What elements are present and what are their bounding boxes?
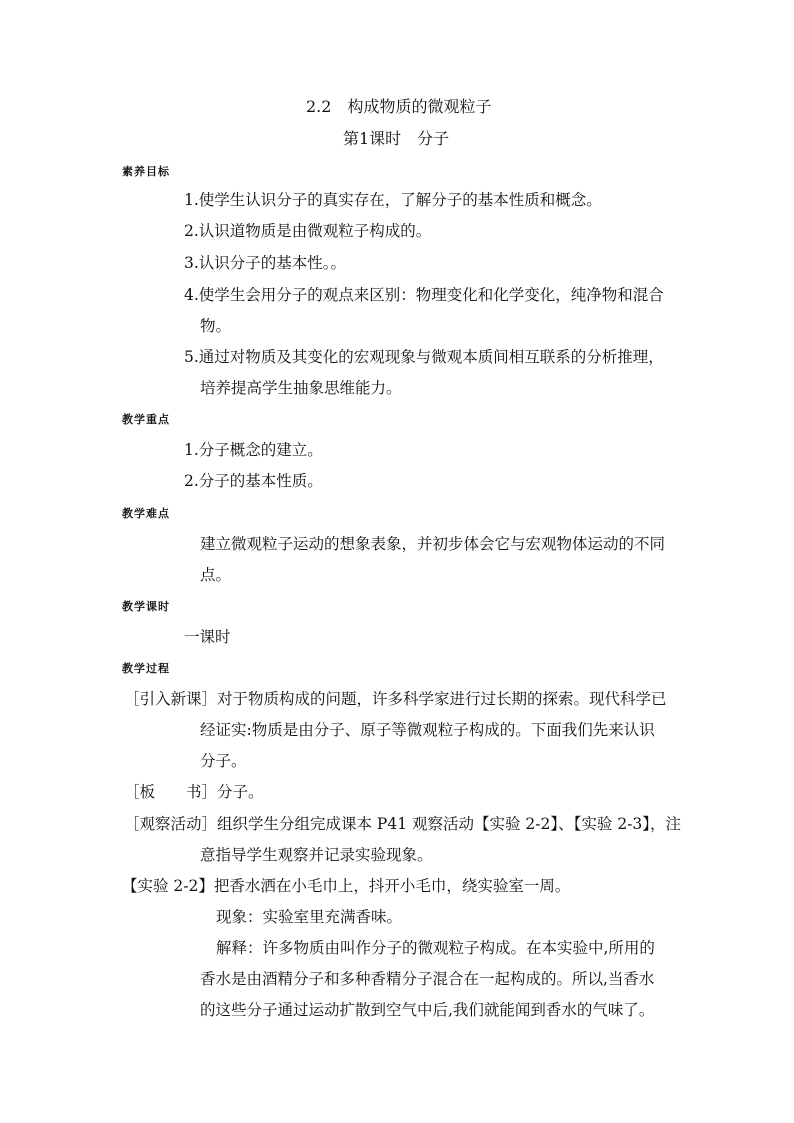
process-line: ［观察活动］组织学生分组完成课本 P41 观察活动【实验 2-2】、【实验 2-3】，注	[124, 815, 682, 833]
goal-item: 5.通过对物质及其变化的宏观现象与微观本质间相互联系的分析推理，	[184, 348, 664, 366]
goal-item: 3.认识分子的基本性。。	[184, 254, 347, 272]
goal-item-continuation: 物。	[200, 317, 232, 335]
difficulty-item: 建立微观粒子运动的想象表象，并初步体会它与宏观物体运动的不同	[200, 535, 666, 553]
process-line-continuation: 意指导学生观察并记录实验现象。	[200, 846, 433, 864]
goal-item: 2.认识道物质是由微观粒子构成的。	[184, 222, 432, 240]
goal-item-continuation: 培养提高学生抽象思维能力。	[200, 379, 402, 397]
process-line-indented: 解释：许多物质由叫作分子的微观粒子构成。在本实验中,所用的	[216, 939, 655, 957]
process-line-continuation: 香水是由酒精分子和多种香精分子混合在一起构成的。所以,当香水	[200, 970, 655, 988]
process-line-continuation: 分子。	[200, 752, 247, 770]
process-line: ［板 书］分子。	[124, 783, 264, 801]
page-title: 2.2 构成物质的微观粒子	[306, 97, 492, 116]
process-line-continuation: 的这些分子通过运动扩散到空气中后,我们就能闻到香水的气味了。	[200, 1001, 655, 1019]
section-heading-key-points: 教学重点	[122, 413, 170, 426]
goal-item: 1.使学生认识分子的真实存在，了解分子的基本性质和概念。	[184, 191, 602, 209]
page-subtitle: 第1课时 分子	[343, 129, 450, 148]
process-line-continuation: 经证实:物质是由分子、原子等微观粒子构成的。下面我们先来认识	[200, 721, 655, 739]
section-heading-goals: 素养目标	[122, 165, 170, 178]
difficulty-item-continuation: 点。	[200, 566, 232, 584]
key-point-item: 2.分子的基本性质。	[184, 472, 323, 490]
key-point-item: 1.分子概念的建立。	[184, 441, 323, 459]
section-heading-process: 教学过程	[122, 662, 170, 675]
process-line: ［引入新课］对于物质构成的问题，许多科学家进行过长期的探索。现代科学已	[124, 690, 667, 708]
process-line: 【实验 2-2】把香水洒在小毛巾上，抖开小毛巾，绕实验室一周。	[122, 877, 571, 895]
periods-item: 一课时	[184, 628, 231, 646]
section-heading-difficulties: 教学难点	[122, 507, 170, 520]
process-line-indented: 现象：实验室里充满香味。	[216, 908, 403, 926]
section-heading-periods: 教学课时	[122, 600, 170, 613]
goal-item: 4.使学生会用分子的观点来区别：物理变化和化学变化，纯净物和混合	[184, 286, 664, 304]
